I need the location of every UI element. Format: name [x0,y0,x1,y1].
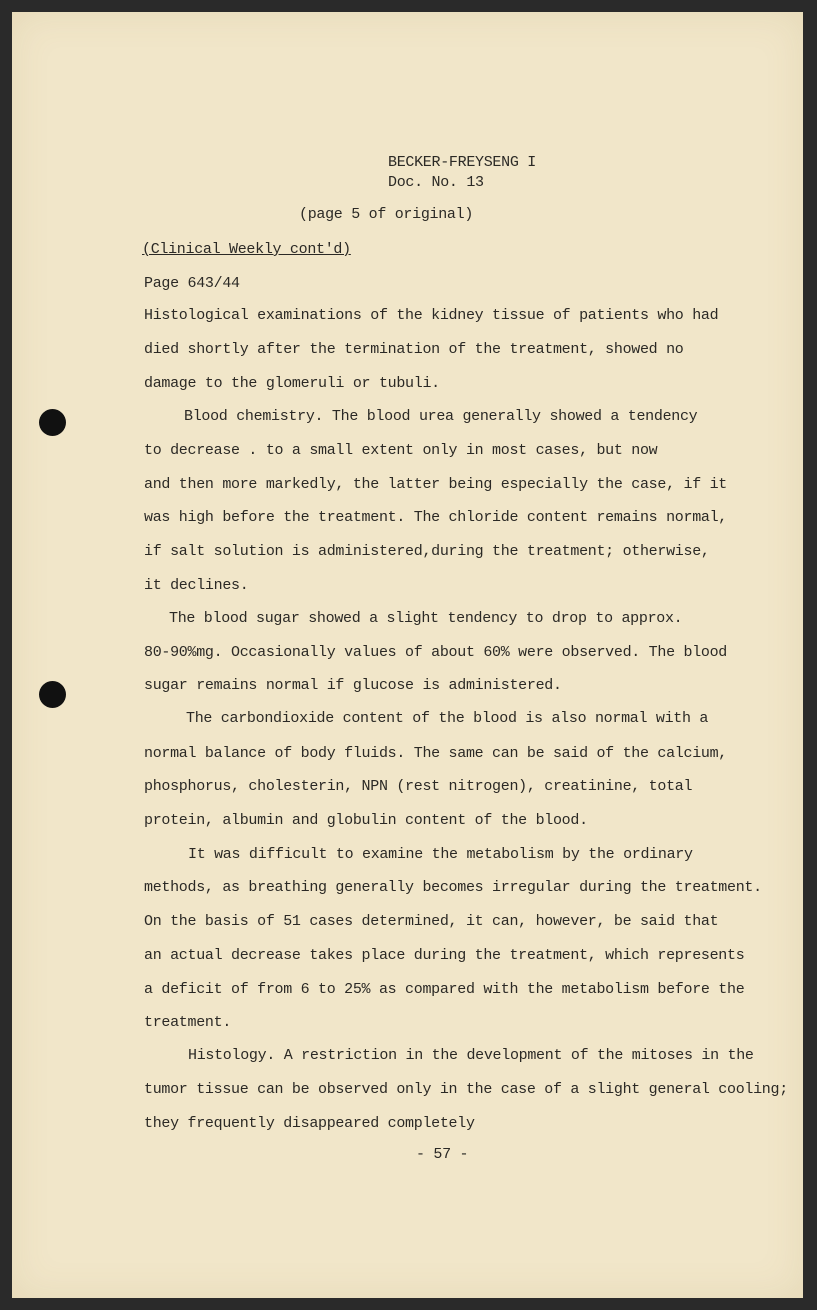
body-line: The carbondioxide content of the blood is also normal with a [186,710,709,727]
footer-page-number: - 57 - [416,1146,469,1163]
body-line: phosphorus, cholesterin, NPN (rest nitrogen), creatinine, total [144,778,693,795]
body-line: a deficit of from 6 to 25% as compared with the metabolism before the [144,981,745,998]
body-line: Histology. A restriction in the development of the mitoses in the [188,1047,754,1064]
body-line: they frequently disappeared completely [144,1115,475,1132]
body-line: was high before the treatment. The chloride content remains normal, [144,509,727,526]
body-line: Blood chemistry. The blood urea generally showed a tendency [184,408,698,425]
document-page [12,12,803,1298]
body-line: sugar remains normal if glucose is administered. [144,677,562,694]
body-line: methods, as breathing generally becomes irregular during the treatment. [144,879,762,896]
original-page-reference: (page 5 of original) [299,206,474,223]
body-line: treatment. [144,1014,232,1031]
page-label: Page 643/44 [144,275,240,292]
body-line: if salt solution is administered,during the treatment; otherwise, [144,543,710,560]
punch-hole-bottom [39,681,66,708]
body-line: It was difficult to examine the metabolism by the ordinary [188,846,693,863]
section-heading: (Clinical Weekly cont'd) [142,241,351,258]
body-line: Histological examinations of the kidney tissue of patients who had [144,307,719,324]
body-line: protein, albumin and globulin content of the blood. [144,812,588,829]
body-line: and then more markedly, the latter being especially the case, if it [144,476,727,493]
body-line: it declines. [144,577,249,594]
case-title: BECKER-FREYSENG I [388,154,536,171]
body-line: tumor tissue can be observed only in the case of a slight general cooling; [144,1081,788,1098]
body-line: damage to the glomeruli or tubuli. [144,375,440,392]
doc-number: Doc. No. 13 [388,174,484,191]
body-line: an actual decrease takes place during the treatment, which represents [144,947,745,964]
body-line: died shortly after the termination of the treatment, showed no [144,341,684,358]
body-line: normal balance of body fluids. The same can be said of the calcium, [144,745,727,762]
body-line: 80-90%mg. Occasionally values of about 60% were observed. The blood [144,644,727,661]
body-line: On the basis of 51 cases determined, it can, however, be said that [144,913,719,930]
punch-hole-top [39,409,66,436]
body-line: The blood sugar showed a slight tendency to drop to approx. [169,610,683,627]
body-line: to decrease . to a small extent only in most cases, but now [144,442,658,459]
